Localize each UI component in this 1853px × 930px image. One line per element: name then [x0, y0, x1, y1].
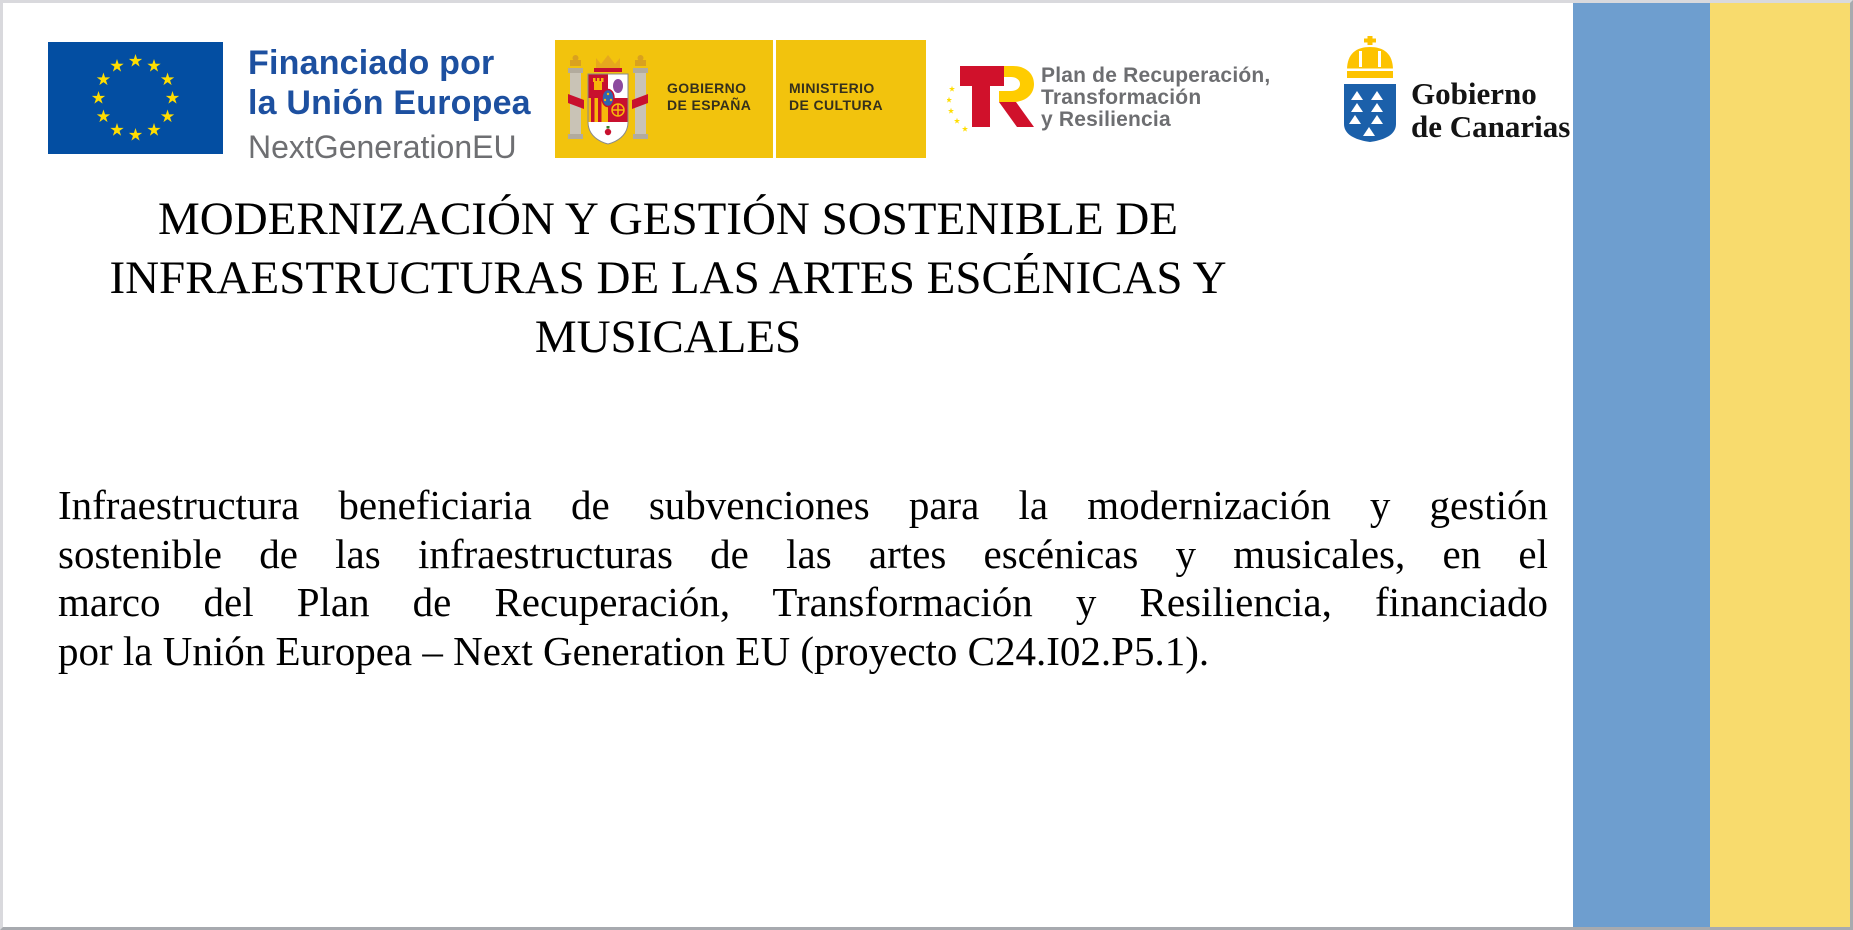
eu-flag-icon — [48, 42, 223, 154]
eu-nextgeneration-label: NextGenerationEU — [248, 129, 517, 165]
recovery-plan-text — [1041, 65, 1270, 131]
government-label-line2: DE ESPAÑA — [667, 97, 752, 113]
canarias-government-text — [1411, 77, 1570, 143]
spain-coat-of-arms-icon — [568, 48, 648, 150]
eu-funded-line1: Financiado por — [248, 44, 495, 82]
body-paragraph — [58, 481, 1548, 675]
paragraph-line: marco del Plan de Recuperación, Transformación y Resiliencia, financiado — [58, 579, 1548, 625]
recovery-plan-line1: Plan de Recuperación, — [1041, 64, 1271, 87]
paragraph-line: Infraestructura beneficiaria de subvenciones para la modernización y gestión — [58, 482, 1548, 528]
recovery-plan-line3: y Resiliencia — [1041, 108, 1171, 131]
logo-divider — [773, 40, 776, 158]
canarias-text-line2: de Canarias — [1411, 109, 1571, 144]
canarias-emblem-icon — [1340, 36, 1400, 142]
canarias-text-line1: Gobierno — [1411, 76, 1537, 111]
spain-government-logo — [555, 40, 926, 158]
paragraph-line: por la Unión Europea – Next Generation EU (proyecto C24.I02.P5.1). — [58, 627, 1210, 674]
side-stripe-yellow — [1710, 3, 1853, 927]
paragraph-line: sostenible de las infraestructuras de las artes escénicas y musicales, en el — [58, 530, 1548, 577]
ministry-label — [789, 80, 883, 114]
title-line: INFRAESTRUCTURAS DE LAS ARTES ESCÉNICAS Y — [109, 252, 1227, 304]
government-label — [667, 80, 751, 114]
side-stripe-blue — [1573, 3, 1710, 927]
document-title — [23, 190, 1313, 367]
ministry-label-line1: MINISTERIO — [789, 80, 875, 96]
title-line: MUSICALES — [534, 311, 802, 363]
recovery-plan-tr-icon — [947, 65, 1037, 133]
eu-funded-line2: la Unión Europea — [248, 84, 531, 122]
eu-funding-text — [248, 43, 531, 165]
ministry-label-line2: DE CULTURA — [789, 97, 883, 113]
title-line: MODERNIZACIÓN Y GESTIÓN SOSTENIBLE DE — [157, 193, 1178, 245]
recovery-plan-line2: Transformación — [1041, 86, 1202, 109]
government-label-line1: GOBIERNO — [667, 80, 747, 96]
